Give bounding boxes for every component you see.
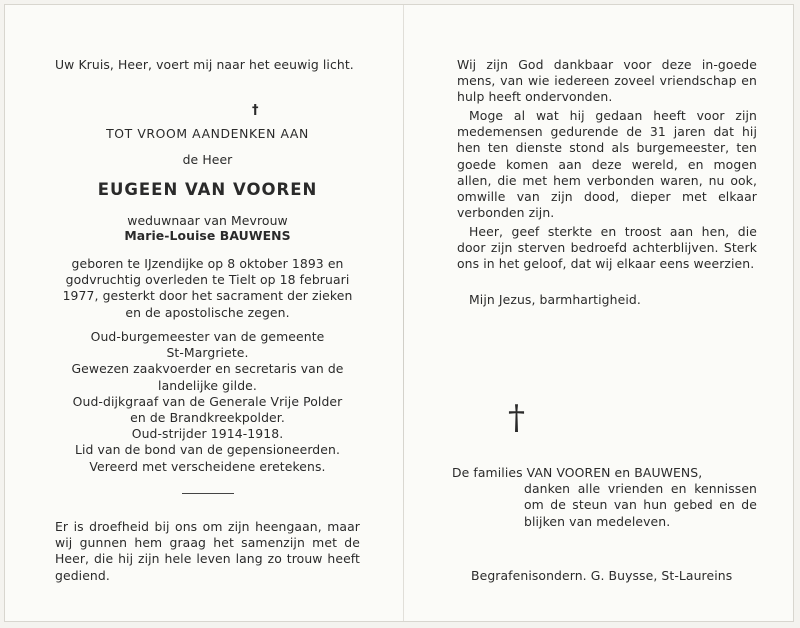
- prayer-paragraph: Heer, geef sterkte en troost aan hen, die door zijn sterven bedroefd achterblijven. Sterk ons in het geloof, dat wij elkaar eens weerzien.: [457, 224, 757, 272]
- title-line: Oud-burgemeester van de gemeente: [90, 329, 325, 344]
- gratitude-paragraph: Wij zijn God dankbaar voor deze in-goede mens, van wie iedereen zoveel vriendschap en hulp heeft ondervonden.: [457, 57, 757, 105]
- memorial-heading: TOT VROOM AANDENKEN AAN: [106, 126, 309, 141]
- large-cross-icon: †: [508, 398, 525, 438]
- the-lord: de Heer: [182, 152, 233, 167]
- families-line: De families VAN VOOREN en BAUWENS,: [452, 465, 703, 480]
- grief-text: Er is droefheid bij ons om zijn heengaan, maar wij gunnen hem graag het samenzijn met de Heer, die hij zijn hele leven lang zo trouw heeft gediend.: [55, 519, 360, 583]
- memorial-card: [4, 4, 794, 622]
- birth-death-text: geboren te IJzendijke op 8 oktober 1893 en godvruchtig overleden te Tielt op 18 februari 1977, gesterkt door het sacrament der zieken en de apostolische zegen.: [62, 256, 353, 320]
- legacy-paragraph: Moge al wat hij gedaan heeft voor zijn medemensen gedurende de 31 jaren dat hij hen ten dienste stond als burgemeester, ten goede komen aan deze wereld, en mogen allen, die met hem verbonden waren, nu ook, omwille van zijn dood, dieper met elkaar verbonden zijn.: [457, 108, 757, 221]
- spouse-name: Marie-Louise BAUWENS: [124, 228, 291, 243]
- small-cross-icon: †: [252, 103, 259, 118]
- title-line: Lid van de bond van de gepensioneerden.: [74, 442, 340, 458]
- center-fold: [403, 5, 404, 621]
- widower-line: weduwnaar van Mevrouw: [127, 213, 288, 228]
- title-line: Vereerd met verscheidene eretekens.: [89, 458, 326, 474]
- titles-list: [55, 329, 360, 475]
- deceased-name: EUGEEN VAN VOOREN: [97, 180, 318, 199]
- invocation: Mijn Jezus, barmhartigheid.: [469, 292, 641, 307]
- undertaker: Begrafenisondern. G. Buysse, St-Laureins: [471, 568, 733, 583]
- intro-verse: Uw Kruis, Heer, voert mij naar het eeuwig licht.: [55, 57, 354, 72]
- thanks-text: danken alle vrienden en kennissen om de steun van hun gebed en de blijken van medeleven.: [524, 481, 757, 529]
- title-line: Oud-dijkgraaf van de Generale Vrije Polder: [72, 393, 343, 409]
- title-line: St-Margriete.: [166, 345, 249, 361]
- thanks-block: [452, 465, 757, 530]
- divider-line: [182, 493, 234, 494]
- title-line: landelijke gilde.: [158, 377, 257, 393]
- title-line: Oud-strijder 1914-1918.: [131, 426, 284, 442]
- title-line: en de Brandkreekpolder.: [130, 410, 285, 426]
- title-line: Gewezen zaakvoerder en secretaris van de: [71, 361, 344, 377]
